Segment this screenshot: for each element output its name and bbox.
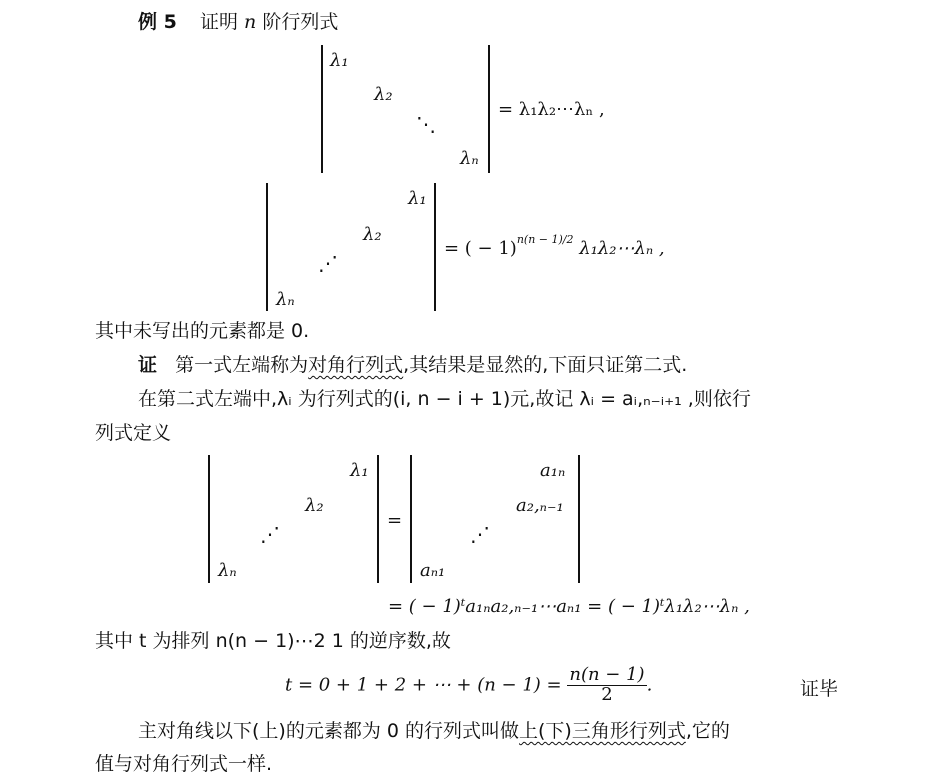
det-right-bar: [377, 455, 379, 583]
example-label: 例 5: [138, 11, 177, 33]
det-entry: aₙ₁: [420, 560, 446, 581]
equals-sign: =: [387, 510, 403, 531]
final-line-2: 值与对角行列式一样.: [95, 753, 273, 775]
det-right-bar: [488, 45, 490, 173]
proof-line-3: 列式定义: [95, 422, 172, 444]
det-entry: λₙ: [276, 289, 295, 310]
final-line-1: 主对角线以下(上)的元素都为 0 的行列式叫做上(下)三角形行列式,它的: [138, 720, 730, 742]
det-entry: λ₂: [363, 224, 382, 245]
det-right-bar: [578, 455, 580, 583]
det-entry: λ₁: [408, 188, 427, 209]
term-triangular-determinant: 上(下)三角形行列式: [519, 720, 686, 742]
inversion-equation: t = 0 + 1 + 2 + ⋯ + (n − 1) = $\frac{n(n - 1)}{2}$ .: [285, 664, 653, 705]
diagonal-dots: ⋱: [416, 112, 436, 136]
det-entry: a₁ₙ: [540, 460, 566, 481]
det-entry: λ₁: [350, 460, 369, 481]
antidiagonal-dots: ⋰: [470, 522, 490, 546]
det-expansion-result: = ( − 1)ᵗa₁ₙa₂,ₙ₋₁⋯aₙ₁ = ( − 1)ᵗλ₁λ₂⋯λₙ ,: [388, 596, 750, 617]
det-left-bar: [321, 45, 323, 173]
det-left-bar: [410, 455, 412, 583]
proof-label: 证: [138, 354, 158, 376]
det-entry: λ₁: [330, 50, 349, 71]
det-entry: λₙ: [218, 560, 237, 581]
example-title: 证明 n 阶行列式: [200, 11, 339, 33]
det-entry: λ₂: [305, 495, 324, 516]
antidiagonal-dots: ⋰: [318, 251, 338, 275]
det-result: = ( − 1)$^{n(n - 1)/2}$ λ₁λ₂⋯λₙ ,: [444, 233, 665, 259]
proof-line-2: 在第二式左端中,λᵢ 为行列式的(i, n − i + 1)元,故记 λᵢ = aᵢ,ₙ₋ᵢ₊₁ ,则依行: [138, 388, 751, 410]
det-entry: a₂,ₙ₋₁: [516, 495, 564, 516]
zeros-note: 其中未写出的元素都是 0.: [95, 320, 310, 342]
det-entry: λ₂: [374, 84, 393, 105]
det-left-bar: [208, 455, 210, 583]
inversion-note: 其中 t 为排列 n(n − 1)⋯2 1 的逆序数,故: [95, 630, 451, 652]
term-diagonal-determinant: 对角行列式: [308, 354, 404, 376]
antidiagonal-dots: ⋰: [260, 522, 280, 546]
det-result: = λ₁λ₂⋯λₙ ,: [498, 99, 605, 120]
det-right-bar: [434, 183, 436, 311]
sign-exponent: n(n − 1)/2: [516, 233, 574, 246]
det-entry: λₙ: [460, 148, 479, 169]
det-left-bar: [266, 183, 268, 311]
fraction: $\frac{n(n - 1)}{2}$: [569, 664, 645, 705]
proof-line-1: 证 第一式左端称为对角行列式,其结果是显然的,下面只证第二式.: [138, 354, 688, 376]
qed-mark: 证毕: [800, 678, 839, 700]
